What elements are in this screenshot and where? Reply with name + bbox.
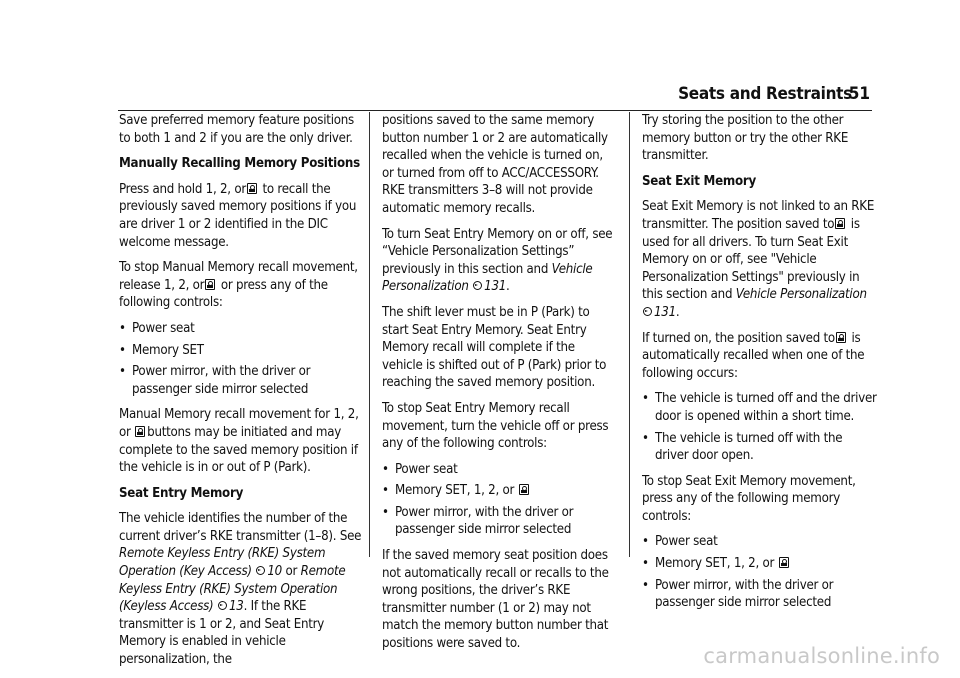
- text: is automatically recalled when one of the following occurs:: [642, 330, 865, 381]
- column-2: [382, 112, 618, 661]
- paragraph: [642, 330, 878, 383]
- page-reference[interactable]: 131: [484, 279, 507, 295]
- column-divider: [629, 112, 630, 557]
- list-item: • Power seat: [382, 461, 458, 477]
- list-item-text: Memory SET: [132, 342, 204, 358]
- list-item-text: Power mirror, with the driver or passenger side mirror selected: [655, 577, 834, 611]
- text: or press any of the following controls:: [119, 277, 328, 311]
- cross-reference-link[interactable]: Vehicle Personalization: [735, 287, 867, 303]
- text: If turned on, the position saved to: [642, 330, 835, 346]
- page-reference-icon: [473, 281, 482, 290]
- page-reference[interactable]: 13: [228, 599, 244, 615]
- page-number: 51: [848, 84, 870, 104]
- paragraph: The shift lever must be in P (Park) to start Seat Entry Memory. Seat Entry Memory recall will complete if the vehicle is shifted out of P (Park) prior to reaching the saved memory position.: [382, 304, 607, 391]
- text: is used for all drivers. To turn Seat Exit Memory on or off, see "Vehicle Personalization Settings" previously in this section and: [642, 216, 860, 303]
- paragraph: Try storing the position to the other memory button or try the other RKE transmitter.: [642, 113, 849, 164]
- text: or: [285, 564, 298, 580]
- page-reference[interactable]: 131: [654, 304, 676, 320]
- text: . If the RKE transmitter is 1 or 2, and Seat Entry Memory is enabled in vehicle personalization, the: [119, 599, 325, 668]
- list-item-text: Power seat: [655, 534, 718, 550]
- cross-reference-link[interactable]: Remote Keyless Entry (RKE) System Operation (Keyless Access): [119, 564, 346, 615]
- memory-button-icon: [836, 332, 846, 343]
- list-item-text: Power seat: [395, 461, 458, 477]
- cross-reference-link[interactable]: Remote Keyless Entry (RKE) System Operation (Key Access): [119, 546, 326, 580]
- page-header: [0, 84, 960, 110]
- memory-button-icon: [779, 557, 789, 568]
- memory-button-icon: [519, 484, 529, 495]
- bullet-list: [642, 533, 878, 611]
- bullet-list: [119, 320, 363, 398]
- column-3: [642, 112, 878, 620]
- text: to recall the previously saved memory positions if you are driver 1 or 2 identified in the DIC welcome message.: [119, 181, 357, 250]
- paragraph: [119, 181, 363, 251]
- watermark: carmanualsonline.info: [703, 644, 940, 668]
- list-item-text: Power seat: [132, 320, 195, 336]
- list-item: • Power mirror, with the driver or passenger side mirror selected: [382, 504, 574, 538]
- list-item: • The vehicle is turned off with the driver door open.: [642, 430, 843, 464]
- page-reference[interactable]: 10: [267, 564, 282, 580]
- list-item-text: The vehicle is turned off with the driver door open.: [655, 430, 843, 464]
- list-item-text: Power mirror, with the driver or passenger side mirror selected: [132, 364, 311, 397]
- text: Manual Memory recall movement for 1, 2, or: [119, 407, 359, 440]
- bullet-list: [642, 390, 878, 464]
- memory-button-icon: [205, 279, 215, 290]
- paragraph: Save preferred memory feature positions to both 1 and 2 if you are the only driver.: [119, 113, 354, 146]
- list-item: • The vehicle is turned off and the driver door is opened within a short time.: [642, 391, 877, 424]
- page-reference-icon: [218, 601, 227, 610]
- paragraph: [119, 406, 363, 476]
- page-reference-icon: [643, 307, 652, 316]
- paragraph: If the saved memory seat position does not automatically recall or recalls to the wrong positions, the driver’s RKE transmitter number (1 or 2) may not match the memory button number that positions were saved to.: [382, 548, 609, 652]
- header-rule: [118, 110, 872, 111]
- paragraph: To turn Seat Entry Memory on or off, see “Vehicle Personalization Settings” previously in this section and Vehicle Personalization 131.: [382, 226, 613, 295]
- subheading: Manually Recalling Memory Positions: [119, 156, 360, 172]
- subheading: Seat Exit Memory: [642, 173, 756, 189]
- bullet-list: [382, 461, 618, 539]
- list-item: • Memory SET, 1, 2, or: [382, 482, 618, 500]
- list-item: • Power mirror, with the driver or passenger side mirror selected: [119, 364, 311, 397]
- text: Press and hold 1, 2, or: [119, 181, 246, 197]
- list-item-text: Power mirror, with the driver or passenger side mirror selected: [395, 504, 574, 538]
- list-item-text: The vehicle is turned off and the driver door is opened within a short time.: [655, 391, 877, 424]
- paragraph: [119, 259, 363, 312]
- list-item: • Memory SET: [119, 342, 204, 358]
- subheading: Seat Entry Memory: [119, 485, 244, 501]
- list-item-text: Memory SET, 1, 2, or: [395, 483, 515, 499]
- text: Seat Exit Memory is not linked to an RKE transmitter. The position saved to: [642, 199, 875, 232]
- text: To turn Seat Entry Memory on or off, see “Vehicle Personalization Settings” previously in this section and: [382, 226, 613, 277]
- list-item-text: Memory SET, 1, 2, or: [655, 556, 775, 572]
- list-item: • Memory SET, 1, 2, or: [642, 555, 878, 573]
- text: To stop Manual Memory recall movement, release 1, 2, or: [119, 260, 358, 293]
- paragraph: Seat Exit Memory is not linked to an RKE transmitter. The position saved to is used for all drivers. To turn Seat Exit Memory on or off, see "Vehicle Personalization Settings" previously in this section and Vehicle Personalization 131.: [642, 199, 875, 320]
- memory-button-icon: [135, 426, 145, 437]
- section-title: Seats and Restraints: [678, 84, 852, 104]
- memory-button-icon: [835, 218, 845, 229]
- column-1: [119, 112, 363, 677]
- paragraph: To stop Seat Exit Memory movement, press any of the following memory controls:: [642, 473, 856, 524]
- paragraph: To stop Seat Entry Memory recall movement, turn the vehicle off or press any of the following controls:: [382, 400, 609, 452]
- paragraph: positions saved to the same memory button number 1 or 2 are automatically recalled when the vehicle is turned on, or turned from off to ACC/ACCESSORY. RKE transmitters 3–8 will not provide automatic memory recalls.: [382, 113, 608, 216]
- paragraph: [119, 510, 363, 668]
- list-item: • Power seat: [642, 534, 718, 550]
- text: The vehicle identifies the number of the current driver’s RKE transmitter (1–8). See: [119, 511, 362, 544]
- page-reference-icon: [256, 566, 265, 575]
- column-divider: [369, 112, 370, 557]
- cross-reference-link[interactable]: Vehicle Personalization: [382, 261, 593, 295]
- memory-button-icon: [247, 183, 257, 194]
- list-item: • Power seat: [119, 320, 195, 336]
- text: buttons may be initiated and may complete to the saved memory position if the vehicle is in or out of P (Park).: [119, 424, 358, 476]
- list-item: • Power mirror, with the driver or passenger side mirror selected: [642, 577, 834, 611]
